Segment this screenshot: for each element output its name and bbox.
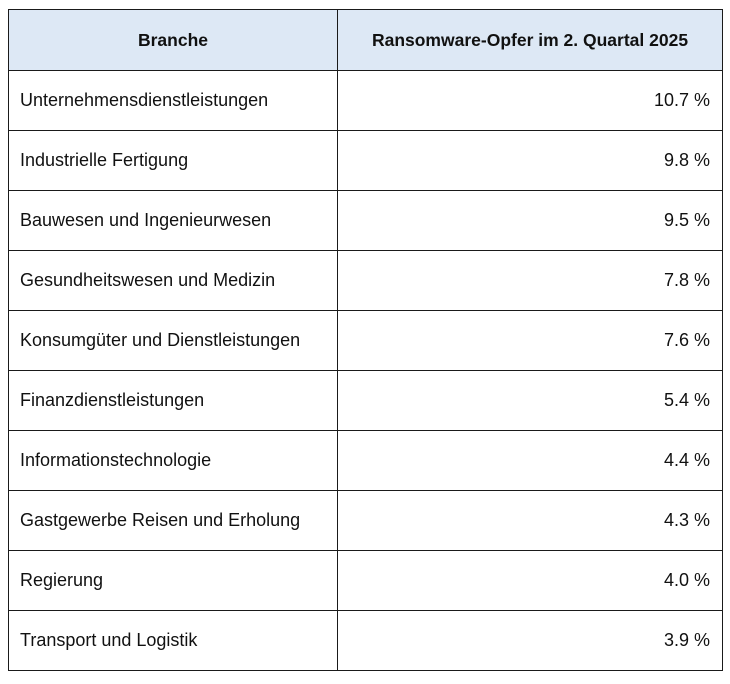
branche-cell: Gastgewerbe Reisen und Erholung [9, 491, 338, 551]
table-header-row [9, 10, 723, 71]
value-cell: 3.9 % [338, 611, 723, 671]
branche-cell: Finanzdienstleistungen [9, 371, 338, 431]
branche-cell: Konsumgüter und Dienstleistungen [9, 311, 338, 371]
branche-cell: Transport und Logistik [9, 611, 338, 671]
branche-cell: Informationstechnologie [9, 431, 338, 491]
value-cell: 4.4 % [338, 431, 723, 491]
value-cell: 10.7 % [338, 71, 723, 131]
value-cell: 4.0 % [338, 551, 723, 611]
branche-cell: Unternehmensdienstleistungen [9, 71, 338, 131]
column-header-ransomware-opfer: Ransomware-Opfer im 2. Quartal 2025 [338, 10, 723, 71]
value-cell: 7.6 % [338, 311, 723, 371]
table-row [9, 251, 723, 311]
branche-cell: Industrielle Fertigung [9, 131, 338, 191]
table-row [9, 131, 723, 191]
table-row [9, 491, 723, 551]
table-row [9, 311, 723, 371]
table-row [9, 611, 723, 671]
branche-cell: Regierung [9, 551, 338, 611]
branche-cell: Gesundheitswesen und Medizin [9, 251, 338, 311]
table-row [9, 371, 723, 431]
branche-cell: Bauwesen und Ingenieurwesen [9, 191, 338, 251]
value-cell: 5.4 % [338, 371, 723, 431]
ransomware-table [8, 9, 723, 671]
value-cell: 9.8 % [338, 131, 723, 191]
table-row [9, 71, 723, 131]
value-cell: 4.3 % [338, 491, 723, 551]
value-cell: 9.5 % [338, 191, 723, 251]
value-cell: 7.8 % [338, 251, 723, 311]
table-row [9, 551, 723, 611]
table-container [8, 9, 723, 671]
table-row [9, 431, 723, 491]
table-row [9, 191, 723, 251]
column-header-branche: Branche [9, 10, 338, 71]
